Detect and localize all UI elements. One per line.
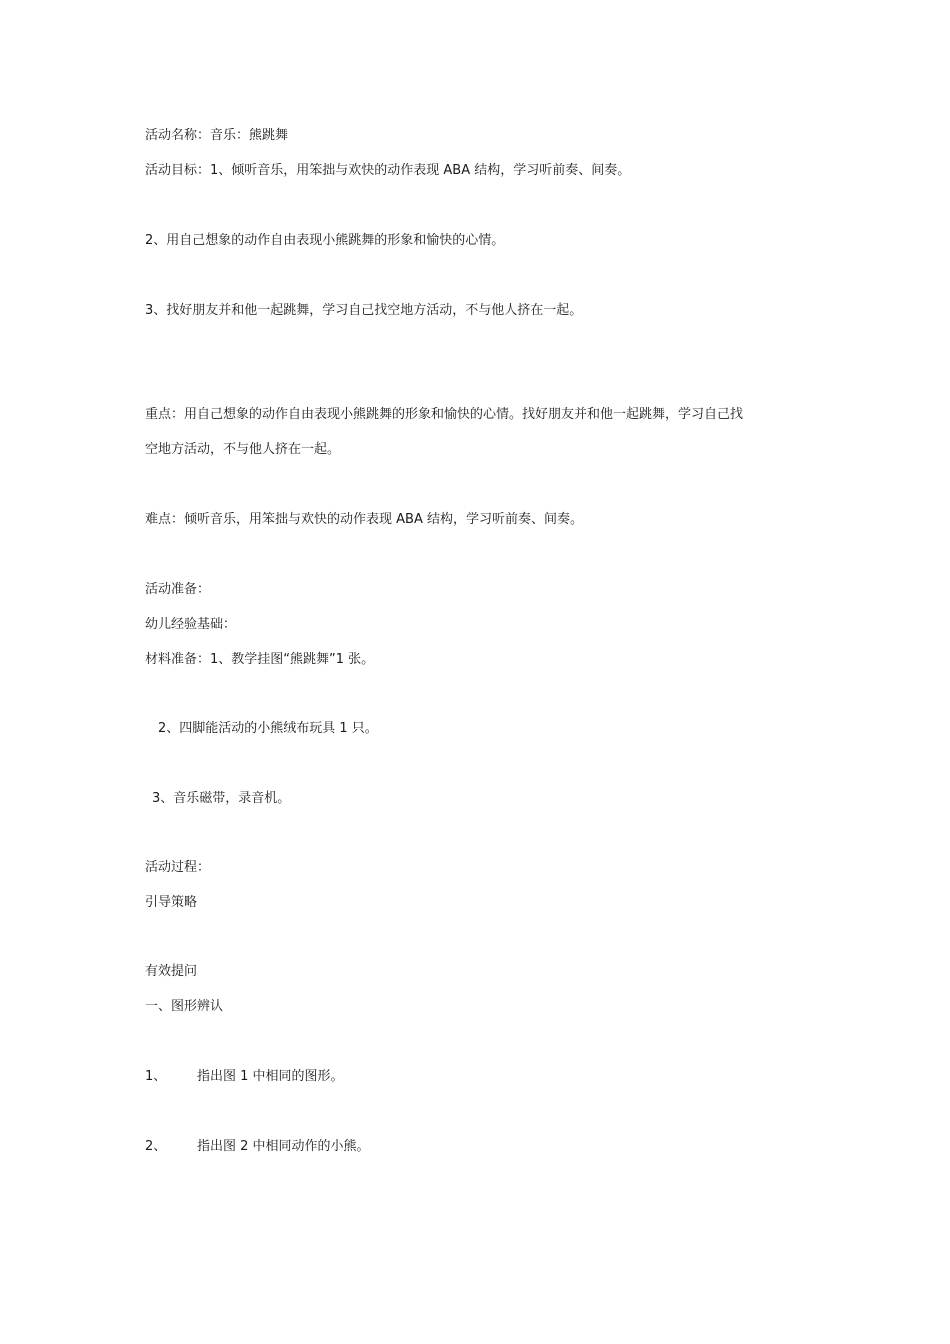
step-2-number: 2、	[145, 1139, 167, 1154]
preparation-heading: 活动准备：	[145, 582, 211, 597]
step-1-number: 1、	[145, 1069, 167, 1084]
goal-3: 3、找好朋友并和他一起跳舞，学习自己找空地方活动，不与他人挤在一起。	[145, 303, 583, 318]
key-point-line-1: 重点：用自己想象的动作自由表现小熊跳舞的形象和愉快的心情。找好朋友并和他一起跳舞，学习自己找	[145, 407, 744, 422]
step-2-text: 指出图 2 中相同动作的小熊。	[197, 1139, 370, 1154]
experience-basis: 幼儿经验基础：	[145, 617, 237, 632]
difficulty: 难点：倾听音乐，用笨拙与欢快的动作表现 ABA 结构，学习听前奏、间奏。	[145, 512, 583, 527]
step-1-text: 指出图 1 中相同的图形。	[197, 1069, 344, 1084]
activity-name: 活动名称：音乐：熊跳舞	[145, 128, 289, 143]
guiding-strategy: 引导策略	[145, 895, 198, 910]
effective-questions: 有效提问	[145, 964, 198, 979]
step-1	[145, 1068, 344, 1086]
goal-1: 活动目标：1、倾听音乐，用笨拙与欢快的动作表现 ABA 结构，学习听前奏、间奏。	[145, 163, 631, 178]
material-3: 3、音乐磁带，录音机。	[152, 791, 291, 806]
goal-2: 2、用自己想象的动作自由表现小熊跳舞的形象和愉快的心情。	[145, 233, 505, 248]
section-shape-recognition: 一、图形辨认	[145, 999, 224, 1014]
step-2	[145, 1138, 370, 1156]
key-point-line-2: 空地方活动，不与他人挤在一起。	[145, 442, 341, 457]
material-2: 2、四脚能活动的小熊绒布玩具 1 只。	[158, 721, 378, 736]
material-1: 材料准备：1、教学挂图“熊跳舞”1 张。	[145, 652, 375, 667]
process-heading: 活动过程：	[145, 860, 211, 875]
